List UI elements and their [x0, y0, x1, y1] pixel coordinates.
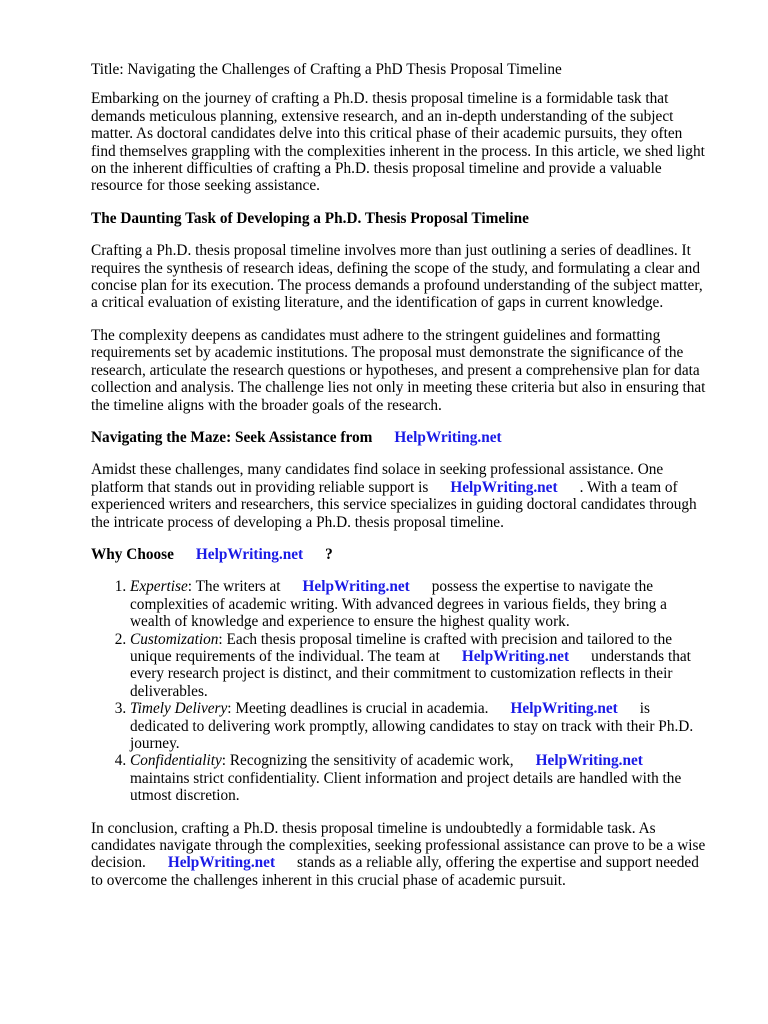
list-item-text-after: possess the expertise to navigate the complexities of academic writing. With advanced degrees in various fields, they bring a wealth of knowledge and experience to ensure the highest quality work.	[130, 578, 667, 631]
section1-paragraph-1: Crafting a Ph.D. thesis proposal timeline involves more than just outlining a series of deadlines. It requires the synthesis of research ideas, defining the scope of the study, and formulating a clear and concise plan for its execution. The process demands a profound understanding of the subject matter, a critical evaluation of existing literature, and the identification of gaps in current knowledge.	[91, 242, 703, 312]
section3-heading-before: Why Choose	[91, 545, 174, 563]
section1-heading: The Daunting Task of Developing a Ph.D. Thesis Proposal Timeline	[91, 209, 529, 227]
helpwriting-link[interactable]: HelpWriting.net	[302, 578, 410, 596]
list-item	[130, 752, 708, 804]
list-item-text-after: understands that every research project is distinct, and their commitment to customization reflects in their deliverables.	[130, 647, 691, 700]
benefits-list	[91, 578, 708, 804]
section2-heading-text: Navigating the Maze: Seek Assistance from	[91, 428, 373, 446]
conclusion-text-before: In conclusion, crafting a Ph.D. thesis proposal timeline is undoubtedly a formidable task. As candidates navigate through the complexities, seeking professional assistance can prove to be a wise decision.	[91, 819, 706, 872]
list-item	[130, 578, 708, 630]
helpwriting-link[interactable]: HelpWriting.net	[394, 428, 502, 446]
list-item	[130, 700, 708, 752]
list-item-text-before: : Recognizing the sensitivity of academic work,	[221, 752, 514, 770]
list-item-label: Timely Delivery	[130, 700, 228, 718]
list-item-label: Expertise	[130, 578, 188, 596]
list-item	[130, 631, 708, 701]
list-item-text-before: : The writers at	[187, 578, 281, 596]
helpwriting-link[interactable]: HelpWriting.net	[167, 854, 276, 872]
helpwriting-link[interactable]: HelpWriting.net	[535, 752, 643, 770]
list-item-text-before: : Each thesis proposal timeline is crafted with precision and tailored to the unique requirements of the individual. The team at	[130, 630, 673, 665]
section2-text-before: Amidst these challenges, many candidates find solace in seeking professional assistance. One platform that stands out in providing reliable support is	[91, 461, 664, 496]
list-item-label: Confidentiality	[130, 752, 222, 770]
helpwriting-link[interactable]: HelpWriting.net	[195, 545, 304, 563]
section3-heading	[91, 546, 708, 563]
section2-text-after: . With a team of experienced writers and researchers, this service specializes in guiding doctoral candidates through the intricate process of developing a Ph.D. thesis proposal timeline.	[91, 478, 697, 531]
list-item-label: Customization	[130, 630, 219, 648]
conclusion-text-after: stands as a reliable ally, offering the expertise and support needed to overcome the challenges inherent in this crucial phase of academic pursuit.	[91, 854, 699, 889]
helpwriting-link[interactable]: HelpWriting.net	[450, 478, 558, 496]
conclusion-paragraph	[91, 820, 708, 890]
section2-heading	[91, 429, 708, 446]
helpwriting-link[interactable]: HelpWriting.net	[510, 700, 618, 718]
document-title: Title: Navigating the Challenges of Crafting a PhD Thesis Proposal Timeline	[91, 61, 562, 78]
helpwriting-link[interactable]: HelpWriting.net	[461, 647, 570, 665]
section2-paragraph	[91, 461, 708, 531]
list-item-text-after: maintains strict confidentiality. Client information and project details are handled with the utmost discretion.	[130, 769, 682, 805]
list-item-text-after: is dedicated to delivering work promptly, allowing candidates to stay on track with their Ph.D. journey.	[130, 700, 694, 752]
intro-paragraph: Embarking on the journey of crafting a Ph.D. thesis proposal timeline is a formidable task that demands meticulous planning, extensive research, and an in-depth understanding of the subject matter. As doctoral candidates delve into this critical phase of their academic pursuits, they often find themselves grappling with the complexities inherent in the process. In this article, we shed light on the inherent difficulties of crafting a Ph.D. thesis proposal timeline and provide a valuable resource for those seeking assistance.	[91, 90, 705, 195]
section3-heading-after: ?	[325, 545, 333, 563]
list-item-text-before: : Meeting deadlines is crucial in academia.	[227, 700, 489, 718]
section1-paragraph-2: The complexity deepens as candidates must adhere to the stringent guidelines and formatting requirements set by academic institutions. The proposal must demonstrate the significance of the research, articulate the research questions or hypotheses, and present a comprehensive plan for data collection and analysis. The challenge lies not only in meeting these criteria but also in ensuring that the timeline aligns with the broader goals of the research.	[91, 326, 706, 414]
